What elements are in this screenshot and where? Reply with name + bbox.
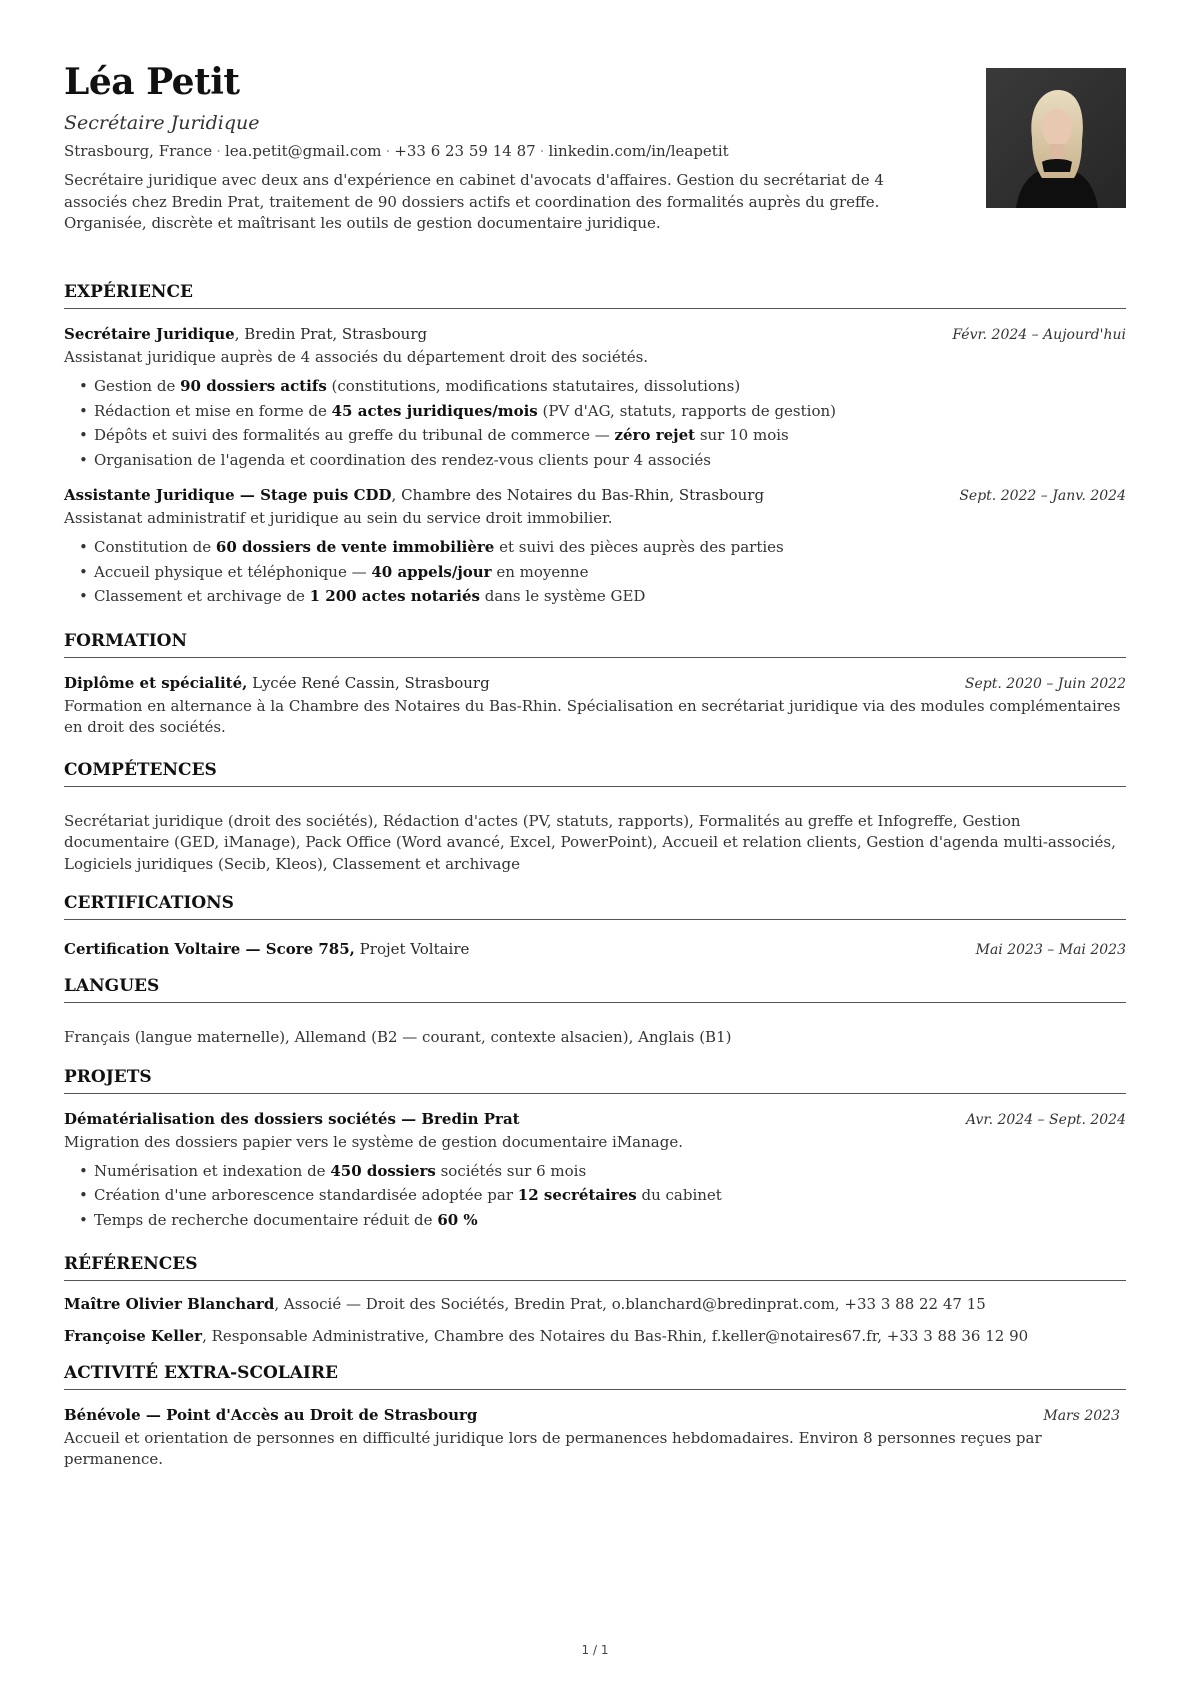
entry-dates: Mai 2023 – Mai 2023 <box>975 942 1126 958</box>
entry-description: Accueil et orientation de personnes en difficulté juridique lors de permanences hebdomadaires. Environ 8 personnes reçues par permanence. <box>64 1429 1042 1468</box>
section-title-extracurricular: ACTIVITÉ EXTRA-SCOLAIRE <box>64 1363 1126 1390</box>
section-title-certifications: CERTIFICATIONS <box>64 893 1126 920</box>
achievement-item: • Rédaction et mise en forme de 45 actes juridiques/mois (PV d'AG, statuts, rapports de gestion) <box>94 399 1126 424</box>
languages-text: Français (langue maternelle), Allemand (B2 — courant, contexte alsacien), Anglais (B1) <box>64 1028 732 1046</box>
certification-name: Certification Voltaire — Score 785, <box>64 940 355 958</box>
skills-text: Secrétariat juridique (droit des sociétés), Rédaction d'actes (PV, statuts, rapports), Formalités au greffe et Infogreffe, Gestion documentaire (GED, iManage), Pack Office (Word avancé, Excel, PowerPoint), Accueil et relation clients, Gestion d'agenda multi-associés, Logiciels juridiques (Secib, Kleos), Classement et archivage <box>64 811 1116 873</box>
entry-header <box>64 486 1126 504</box>
entry-title <box>64 1110 520 1128</box>
school: Lycée René Cassin, Strasbourg <box>247 673 490 692</box>
reference-name: Françoise Keller <box>64 1327 203 1345</box>
extracurricular-entry <box>64 1406 1126 1470</box>
achievement-item: • Constitution de 60 dossiers de vente immobilière et suivi des pièces auprès des parties <box>94 535 1126 560</box>
reference-entry <box>64 1327 1126 1345</box>
contact-separator: · <box>539 142 545 160</box>
section-title-experience: EXPÉRIENCE <box>64 282 1126 309</box>
achievement-item: • Organisation de l'agenda et coordination des rendez-vous clients pour 4 associés <box>94 448 1126 473</box>
entry-description: Migration des dossiers papier vers le système de gestion documentaire iManage. <box>64 1132 683 1151</box>
employer: , Chambre des Notaires du Bas-Rhin, Strasbourg <box>391 486 765 504</box>
contact-phone[interactable]: +33 6 23 59 14 87 <box>394 142 536 160</box>
achievement-item: • Gestion de 90 dossiers actifs (constitutions, modifications statutaires, dissolutions) <box>94 374 1126 399</box>
profile-photo <box>986 68 1126 208</box>
profile-summary: Secrétaire juridique avec deux ans d'expérience en cabinet d'avocats d'affaires. Gestion du secrétariat de 4 associés chez Bredin Prat, traitement de 90 dossiers actifs et coordination des formalités auprès du greffe. Organisée, discrète et maîtrisant les outils de gestion documentaire juridique. <box>64 171 884 232</box>
entry-description: Formation en alternance à la Chambre des Notaires du Bas-Rhin. Spécialisation en secrétariat juridique via des modules complémentaires en droit des sociétés. <box>64 696 1121 736</box>
entry-header <box>64 325 1126 343</box>
achievement-item: • Classement et archivage de 1 200 actes notariés dans le système GED <box>94 584 1126 609</box>
achievement-item: • Temps de recherche documentaire réduit de 60 % <box>94 1208 1126 1233</box>
contact-separator: · <box>385 142 391 160</box>
experience-entry <box>64 486 1126 609</box>
entry-header <box>64 1406 1126 1424</box>
job-title: Secrétaire Juridique <box>64 325 235 343</box>
reference-name: Maître Olivier Blanchard <box>64 1295 275 1313</box>
employer: , Bredin Prat, Strasbourg <box>234 325 428 343</box>
degree: Diplôme et spécialité, <box>64 673 248 692</box>
job-title: Assistante Juridique — Stage puis CDD <box>64 486 392 504</box>
achievement-list <box>64 535 1126 609</box>
section-title-projects: PROJETS <box>64 1067 1126 1094</box>
page-number: 1 / 1 <box>581 1643 609 1657</box>
entry-header <box>64 940 1126 958</box>
section-title-education: FORMATION <box>64 631 1126 658</box>
achievement-list <box>64 1159 1126 1233</box>
contact-email[interactable]: lea.petit@gmail.com <box>224 142 382 160</box>
entry-dates: Sept. 2022 – Janv. 2024 <box>959 488 1126 504</box>
section-title-skills: COMPÉTENCES <box>64 760 1126 787</box>
candidate-name: Léa Petit <box>64 61 240 103</box>
contact-separator: · <box>216 142 221 160</box>
certification-entry <box>64 940 1126 958</box>
achievement-item: • Dépôts et suivi des formalités au greffe du tribunal de commerce — zéro rejet sur 10 mois <box>94 423 1126 448</box>
entry-dates: Sept. 2020 – Juin 2022 <box>964 675 1126 692</box>
entry-dates: Févr. 2024 – Aujourd'hui <box>952 327 1126 343</box>
achievement-item: • Création d'une arborescence standardisée adoptée par 12 secrétaires du cabinet <box>94 1183 1126 1208</box>
resume-page <box>64 60 1126 1470</box>
reference-entry <box>64 1295 1126 1313</box>
education-entry <box>64 674 1126 738</box>
resume-header <box>64 61 1126 264</box>
portrait-image <box>986 68 1126 208</box>
achievement-item: • Accueil physique et téléphonique — 40 appels/jour en moyenne <box>94 560 1126 585</box>
section-title-references: RÉFÉRENCES <box>64 1254 1126 1281</box>
entry-title <box>64 1406 477 1424</box>
experience-entry <box>64 325 1126 472</box>
project-name: Dématérialisation des dossiers sociétés — Bredin Prat <box>64 1109 520 1128</box>
reference-details: , Associé — Droit des Sociétés, Bredin Prat, o.blanchard@bredinprat.com, +33 3 88 22 47 15 <box>274 1295 986 1313</box>
contact-linkedin[interactable]: linkedin.com/in/leapetit <box>548 142 729 160</box>
entry-header <box>64 1110 1126 1128</box>
entry-header <box>64 674 1126 692</box>
project-entry <box>64 1110 1126 1233</box>
certification-issuer: Projet Voltaire <box>354 940 470 958</box>
entry-dates: Mars 2023 <box>1043 1408 1120 1424</box>
achievement-item: • Numérisation et indexation de 450 dossiers sociétés sur 6 mois <box>94 1159 1126 1184</box>
contact-line <box>64 142 1126 160</box>
reference-details: , Responsable Administrative, Chambre des Notaires du Bas-Rhin, f.keller@notaires67.fr, +33 3 88 36 12 90 <box>202 1327 1029 1345</box>
activity-name: Bénévole — Point d'Accès au Droit de Strasbourg <box>64 1406 478 1424</box>
candidate-role: Secrétaire Juridique <box>64 112 260 134</box>
entry-description: Assistanat juridique auprès de 4 associés du département droit des sociétés. <box>64 348 649 366</box>
entry-title <box>64 486 764 504</box>
section-title-languages: LANGUES <box>64 976 1126 1003</box>
entry-dates: Avr. 2024 – Sept. 2024 <box>965 1111 1126 1128</box>
entry-title <box>64 940 469 958</box>
entry-description: Assistanat administratif et juridique au sein du service droit immobilier. <box>64 509 613 527</box>
contact-location: Strasbourg, France <box>64 142 213 160</box>
entry-title <box>64 674 490 692</box>
achievement-list <box>64 374 1126 472</box>
entry-title <box>64 325 427 343</box>
